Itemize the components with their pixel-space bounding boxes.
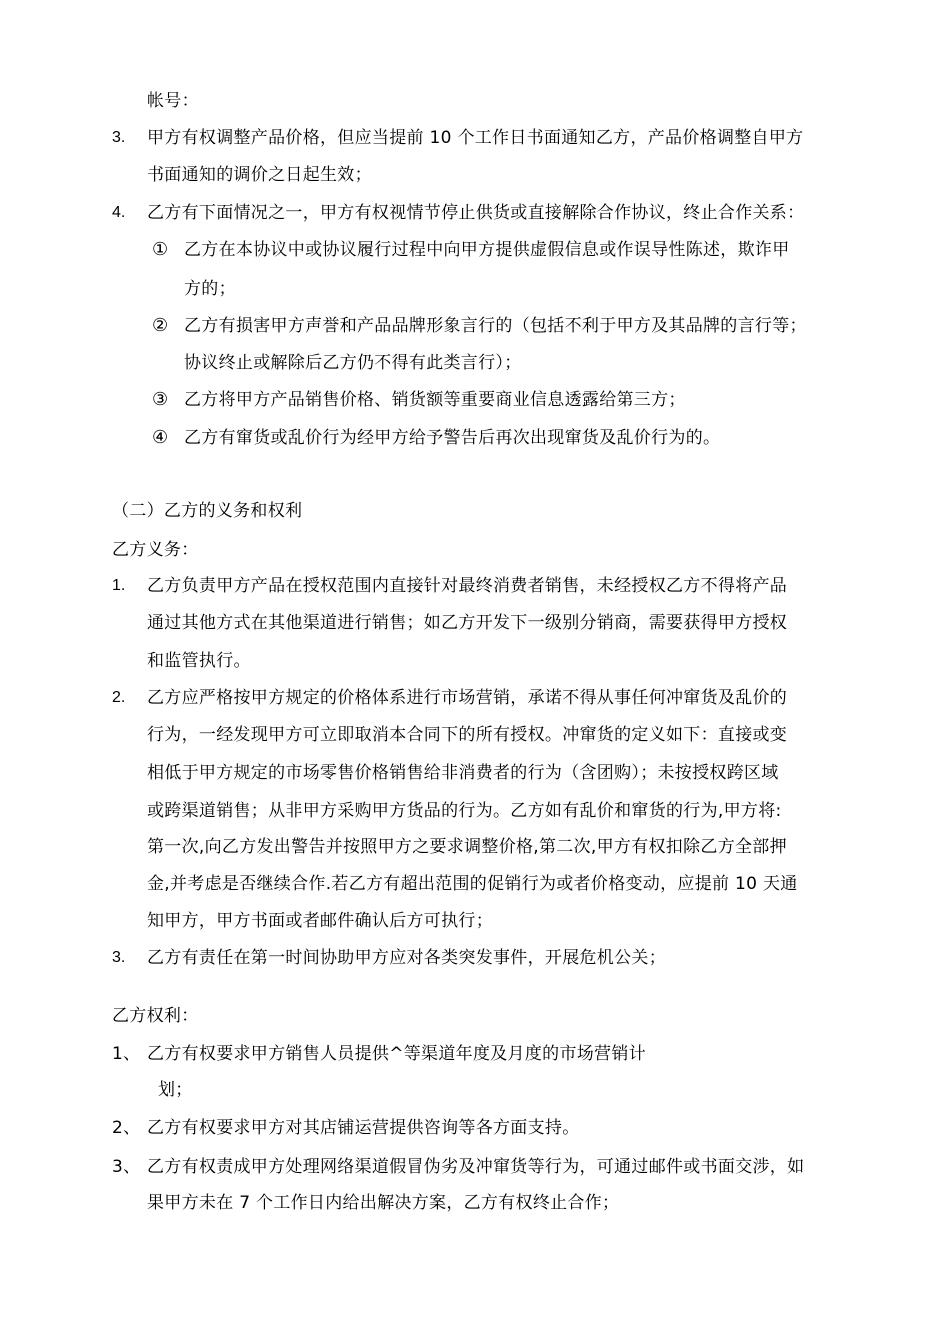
obligations-title: 乙方义务：	[112, 540, 199, 560]
rights-title: 乙方权利：	[112, 1006, 199, 1026]
item-text: 知甲方，甲方书面或者邮件确认后方可执行；	[147, 911, 493, 931]
sub-item-marker: ④	[152, 427, 169, 448]
item-number: 3、	[112, 1157, 141, 1177]
item-text: 乙方负责甲方产品在授权范围内直接针对最终消费者销售，未经授权乙方不得将产品	[147, 576, 788, 596]
sub-item-text: 协议终止或解除后乙方仍不得有此类言行）；	[184, 353, 522, 373]
item-text: 乙方有权责成甲方处理网络渠道假冒伪劣及冲窜货等行为，可通过邮件或书面交涉，如	[147, 1157, 805, 1177]
account-line: 帐号：	[147, 91, 199, 111]
item-text: 乙方有责任在第一时间协助甲方应对各类突发事件，开展危机公关；	[147, 948, 666, 968]
section-heading: （二）乙方的义务和权利	[112, 501, 303, 521]
item-number: 1.	[112, 577, 126, 594]
item-number: 4.	[112, 204, 126, 221]
item-text: 乙方有权要求甲方销售人员提供^等渠道年度及月度的市场营销计	[147, 1044, 646, 1064]
sub-item-marker: ③	[152, 389, 169, 410]
item-text: 乙方有权要求甲方对其店铺运营提供咨询等各方面支持。	[147, 1118, 580, 1138]
sub-item-marker: ①	[152, 239, 169, 260]
item-text: 乙方有下面情况之一，甲方有权视情节停止供货或直接解除合作协议，终止合作关系：	[147, 203, 805, 223]
item-text: 金,并考虑是否继续合作.若乙方有超出范围的促销行为或者价格变动，应提前 10 天通	[147, 874, 798, 894]
item-text: 第一次,向乙方发出警告并按照甲方之要求调整价格,第二次,甲方有权扣除乙方全部押	[147, 837, 787, 857]
item-text: 划；	[158, 1080, 193, 1100]
item-text: 通过其他方式在其他渠道进行销售；如乙方开发下一级别分销商，需要获得甲方授权	[147, 613, 788, 633]
item-number: 3.	[112, 129, 126, 146]
item-text: 和监管执行。	[147, 651, 251, 671]
item-number: 1、	[112, 1044, 141, 1064]
item-text: 甲方有权调整产品价格，但应当提前 10 个工作日书面通知乙方，产品价格调整自甲方	[147, 128, 804, 148]
sub-item-text: 乙方有损害甲方声誉和产品品牌形象言行的（包括不利于甲方及其品牌的言行等；	[184, 316, 807, 336]
item-text: 相低于甲方规定的市场零售价格销售给非消费者的行为（含团购）；未按授权跨区域	[147, 763, 779, 783]
item-number: 2.	[112, 689, 126, 706]
item-text: 书面通知的调价之日起生效；	[147, 165, 372, 185]
item-text: 行为，一经发现甲方可立即取消本合同下的所有授权。冲窜货的定义如下：直接或变	[147, 725, 788, 745]
sub-item-text: 乙方在本协议中或协议履行过程中向甲方提供虚假信息或作误导性陈述，欺诈甲	[184, 240, 790, 260]
sub-item-text: 乙方将甲方产品销售价格、销货额等重要商业信息透露给第三方；	[184, 390, 686, 410]
sub-item-marker: ②	[152, 315, 169, 336]
item-number: 3.	[112, 949, 126, 966]
sub-item-text: 乙方有窜货或乱价行为经甲方给予警告后再次出现窜货及乱价行为的。	[184, 428, 721, 448]
item-text: 或跨渠道销售；从非甲方采购甲方货品的行为。乙方如有乱价和窜货的行为,甲方将:	[147, 801, 782, 821]
item-text: 乙方应严格按甲方规定的价格体系进行市场营销，承诺不得从事任何冲窜货及乱价的	[147, 688, 788, 708]
sub-item-text: 方的；	[184, 279, 236, 299]
item-text: 果甲方未在 7 个工作日内给出解决方案，乙方有权终止合作；	[147, 1193, 620, 1213]
item-number: 2、	[112, 1118, 141, 1138]
